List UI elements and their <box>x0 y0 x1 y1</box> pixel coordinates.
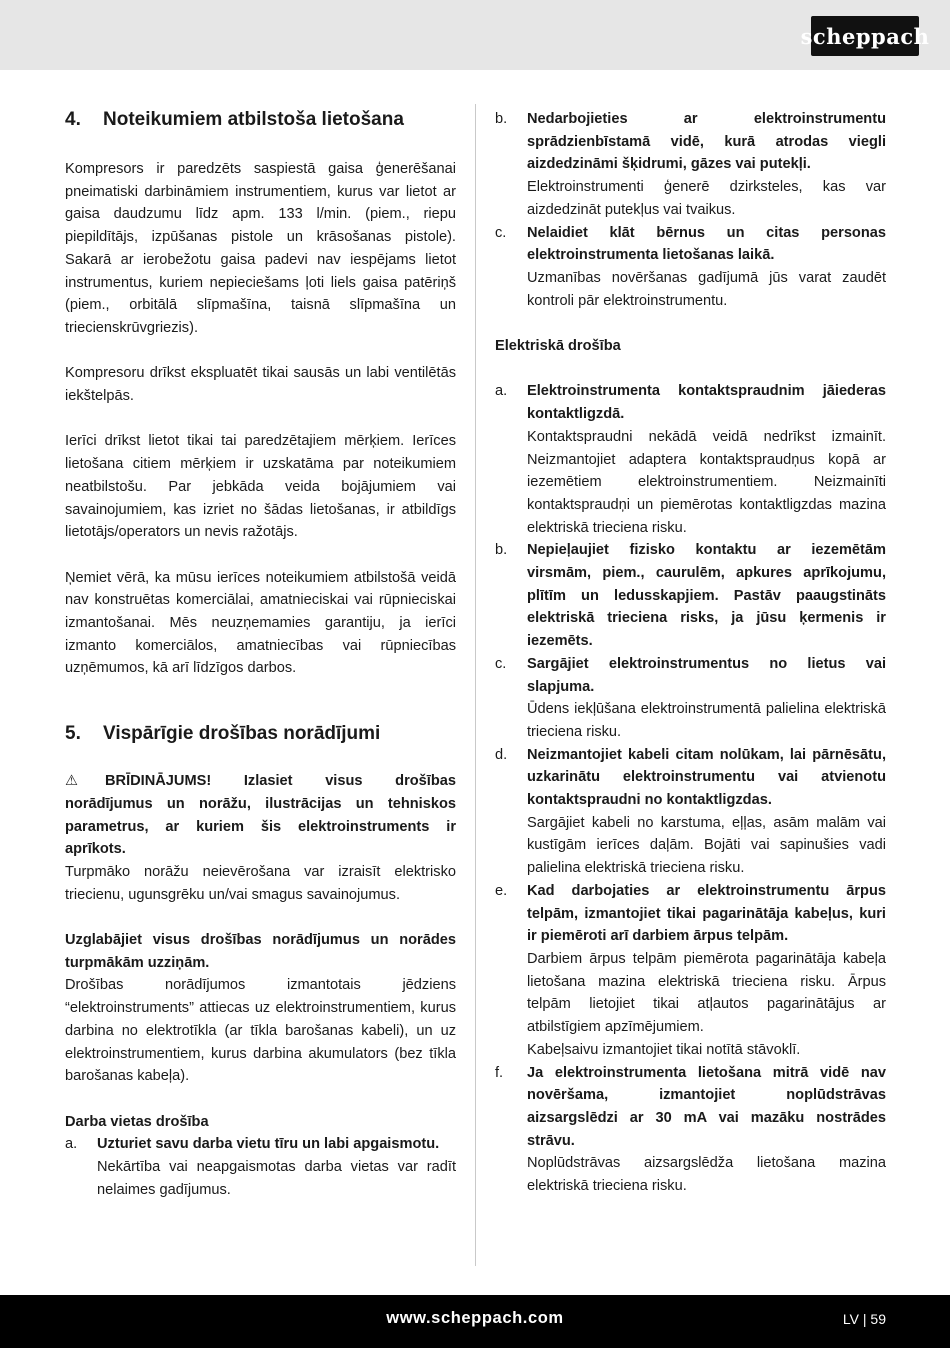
section-number: 4. <box>65 109 81 130</box>
list-item-bold: Ja elektroinstrumenta lietošana mitrā vidē nav novēršama, izmantojiet noplūdstrāvas aizsargslēdzi ar 30 mA vai mazāku nostrādes strāvu. <box>527 1064 886 1149</box>
list-item <box>495 108 886 222</box>
page-header <box>0 0 950 70</box>
right-column <box>495 108 886 1198</box>
warning-paragraph <box>65 770 456 861</box>
paragraph: Ierīci drīkst lietot tikai tai paredzētajiem mērķiem. Ierīces lietošana citiem mērķiem ir uzskatāma par noteikumiem neatbilstošu. Par jebkāda veida bojājumiem vai savainojumiem, kas izriet no šādas lietošanas, ir atbildīgs lietotājs/operators un nevis ražotājs. <box>65 433 456 541</box>
list-letter: f. <box>495 1064 504 1081</box>
left-column <box>65 108 456 1201</box>
list-item-bold: Nedarbojieties ar elektroinstrumentu sprādzienbīstamā vidē, kurā atrodas viegli aizdedzināmi šķidrumi, gāzes vai putekļi. <box>527 111 886 173</box>
list-item-bold: Nelaidiet klāt bērnus un citas personas elektroinstrumenta lietošanas laikā. <box>527 224 886 264</box>
page-number: LV | 59 <box>842 1311 886 1327</box>
list-item <box>495 1062 886 1198</box>
list-letter: b. <box>495 542 508 559</box>
list-item-text: Noplūdstrāvas aizsargslēdža lietošana mazina elektriskā trieciena risku. <box>527 1155 886 1195</box>
list-letter: e. <box>495 882 508 899</box>
list-item-text: Ūdens iekļūšana elektroinstrumentā palielina elektriskā trieciena risku. <box>527 701 886 740</box>
list-item-bold: Sargājiet elektroinstrumentus no lietus vai slapjuma. <box>527 655 886 695</box>
list-letter: a. <box>495 383 508 400</box>
list-item-text: Nekārtība vai neapgaismotas darba vietas var radīt nelaimes gadījumus. <box>97 1159 456 1198</box>
paragraph: Kompresors ir paredzēts saspiestā gaisa ģenerēšanai pneimatiski darbināmiem instrumentiem, kurus var lietot ar gaisa daudzumu līdz apm. 133 l/min. (piem., riepu piepildītājs, izpūšanas pistole un krāsošanas pistole). Sakarā ar ierobežotu gaisa padevi nav iespējams lietot instrumentus, kuriem nepieciešams ļoti liels gaisa patēriņš (piem., orbitālā slīpmašīna, taisnā slīpmašīna un triecienskrūvgriezis). <box>65 161 456 336</box>
list-item <box>495 744 886 880</box>
list-letter: d. <box>495 746 508 763</box>
list-item <box>495 539 886 653</box>
list-letter: b. <box>495 111 508 127</box>
list-item <box>495 222 886 313</box>
subheading-electrical-safety: Elektriskā drošība <box>495 338 621 355</box>
warning-icon: ⚠ <box>65 773 79 790</box>
list-item-text: Sargājiet kabeli no karstuma, eļļas, asām malām vai kustīgām ierīces daļām. Bojāti vai sapinušies vadi palielina elektriskā trieciena risku. <box>527 814 886 877</box>
list-item-text: Uzmanības novēršanas gadījumā jūs varat zaudēt kontroli pār elektroinstrumentu. <box>527 269 886 309</box>
paragraph: Ņemiet vērā, ka mūsu ierīces noteikumiem atbilstošā veidā nav konstruētas komerciālai, amatnieciskai vai rūpnieciskai izmantošanai. Mēs neuzņemamies garantiju, ja ierīci izmanto komerciālos, amatniecības vai rūpniecības uzņēmumos, kā arī līdzīgos darbos. <box>65 569 456 677</box>
list-item-text: Darbiem ārpus telpām piemērota pagarinātāja kabeļa lietošana mazina elektriskā trieciena risku. Ārpus telpām lietojiet tikai atļautos pagarinātājus ar atbilstīgiem apzīmējumiem. <box>527 950 886 1036</box>
list-item-text: Kontaktspraudni nekādā veidā nedrīkst izmainīt. Neizmantojiet adaptera kontaktspraudņus kopā ar iezemētiem elektroinstrumentiem. Neizmainīti kontaktspraudņi un piemērotas kontaktligzdas mazina elektriskā trieciena risku. <box>527 428 886 536</box>
list-item <box>65 1133 456 1201</box>
section-5-heading <box>65 722 456 746</box>
list-item-bold: Neizmantojiet kabeli citam nolūkam, lai pārnēsātu, uzkarinātu elektroinstrumentu vai atvienotu kontaktspraudni no kontaktligzdas. <box>527 746 886 809</box>
list-item-bold: Nepieļaujiet fizisko kontaktu ar iezemētām virsmām, piem., caurulēm, apkures aprīkojumu, plītīm un ledusskapjiem. Pastāv paaugstināts elektriskā trieciena risks, ja jūsu ķermenis ir iezemēts. <box>527 542 886 650</box>
column-divider <box>475 104 476 1266</box>
list-item-bold: Kad darbojaties ar elektroinstrumentu ārpus telpām, izmantojiet tikai pagarinātāja kabeļus, kuri ir piemēroti arī darbiem ārpus telpām. <box>527 882 886 945</box>
paragraph: Turpmāko norāžu neievērošana var izraisīt elektrisko triecienu, ugunsgrēku un/vai smagus savainojumus. <box>65 863 456 903</box>
list-item <box>495 880 886 1062</box>
keep-instructions-bold: Uzglabājiet visus drošības norādījumus un norādes turpmākām uzziņām. <box>65 932 456 971</box>
scheppach-logo: scheppach <box>811 16 919 56</box>
list-item <box>495 380 886 539</box>
website-link[interactable]: www.scheppach.com <box>386 1309 564 1327</box>
section-title: Vispārīgie drošības norādījumi <box>103 723 381 745</box>
list-item-bold: Uzturiet savu darba vietu tīru un labi apgaismotu. <box>97 1136 440 1153</box>
list-item-text: Elektroinstrumenti ģenerē dzirksteles, kas var aizdedzināt putekļus vai tvaikus. <box>527 179 886 218</box>
section-title: Noteikumiem atbilstoša lietošana <box>103 109 404 130</box>
list-item <box>495 653 886 744</box>
subheading-workplace-safety: Darba vietas drošība <box>65 1113 209 1130</box>
list-letter: c. <box>495 655 507 672</box>
list-item-bold: Elektroinstrumenta kontaktspraudnim jāiederas kontaktligzdā. <box>527 383 886 423</box>
list-item-text: Kabeļsaivu izmantojiet tikai notītā stāvoklī. <box>527 1041 801 1058</box>
page-footer <box>0 1295 950 1348</box>
warning-text: BRĪDINĀJUMS! Izlasiet visus drošības norādījumus un norāžu, ilustrācijas un tehniskos parametrus, ar kuriem šis elektroinstruments ir aprīkots. <box>65 773 456 858</box>
paragraph: Drošības norādījumos izmantotais jēdziens “elektroinstruments” attiecas uz elektroinstrumentiem, kurus darbina no elektrotīkla (ar tīkla barošanas kabeli), un uz elektroinstrumentiem, kurus darbina akumulators (bez tīkla barošanas kabeļa). <box>65 977 456 1085</box>
section-4-heading <box>65 108 456 132</box>
section-number: 5. <box>65 723 81 745</box>
list-letter: c. <box>495 224 507 241</box>
paragraph: Kompresoru drīkst ekspluatēt tikai sausās un labi ventilētās iekštelpās. <box>65 365 456 405</box>
list-letter: a. <box>65 1136 78 1153</box>
